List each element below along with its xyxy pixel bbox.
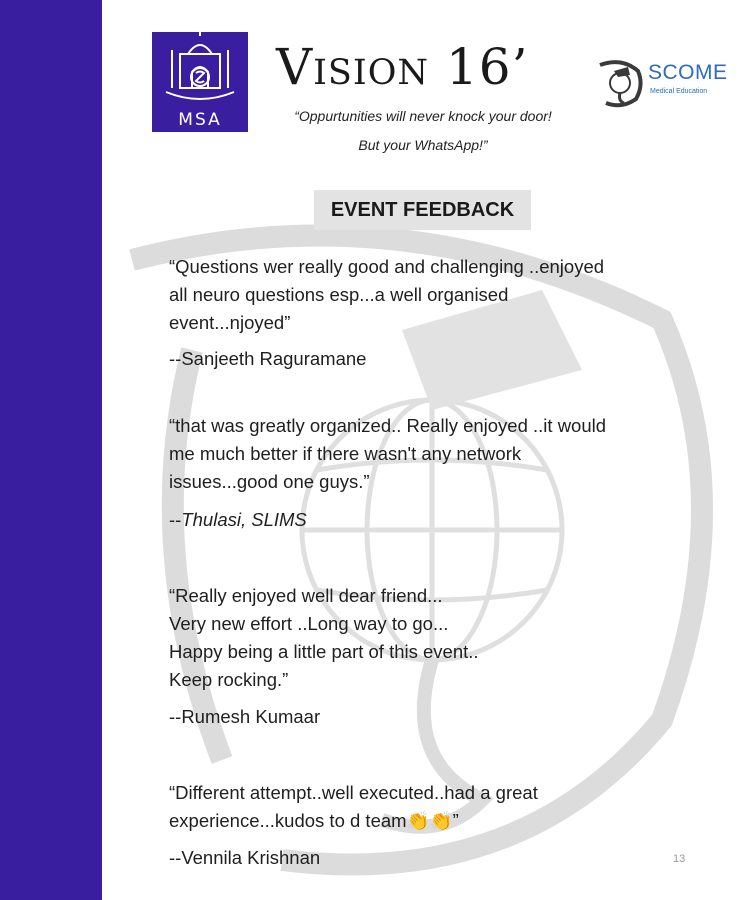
msa-logo-text: MSA	[178, 110, 222, 130]
left-sidebar-band	[0, 0, 102, 900]
quote-line: “that was greatly organized.. Really enjoyed ..it would	[169, 415, 607, 436]
quote-line: Keep rocking.”	[169, 669, 289, 690]
quote-line: event...njoyed”	[169, 312, 291, 333]
msa-logo	[152, 32, 248, 132]
feedback-quote-1	[169, 253, 689, 337]
quote-line: Happy being a little part of this event..	[169, 641, 479, 662]
feedback-quote-3	[169, 582, 689, 694]
quote-line: issues...good one guys.”	[169, 471, 370, 492]
scome-logo	[592, 55, 742, 110]
quote-line: Very new effort ..Long way to go...	[169, 613, 449, 634]
feedback-quote-4	[169, 779, 689, 835]
feedback-author-2	[169, 506, 307, 534]
author-prefix: --	[169, 509, 182, 530]
tagline-line-2: But your WhatsApp!”	[358, 137, 488, 153]
page-title: Vision 16’	[276, 38, 529, 96]
scome-emblem-icon	[592, 55, 646, 109]
section-heading: EVENT FEEDBACK	[314, 190, 531, 230]
scome-logo-text: SCOME	[648, 61, 728, 84]
quote-line: “Questions wer really good and challenging ..enjoyed	[169, 256, 605, 277]
author-name: Thulasi, SLIMS	[181, 509, 307, 530]
scome-logo-subtext: Medical Education	[650, 88, 708, 95]
page-number: 13	[673, 853, 686, 865]
quote-line: me much better if there wasn't any network	[169, 443, 522, 464]
quote-line: all neuro questions esp...a well organised	[169, 284, 509, 305]
quote-line: experience...kudos to d team👏👏”	[169, 810, 459, 831]
feedback-quote-2	[169, 412, 689, 496]
taj-mahal-icon	[152, 32, 248, 108]
quote-line: “Different attempt..well executed..had a great	[169, 782, 538, 803]
feedback-author-1: --Sanjeeth Raguramane	[169, 348, 367, 369]
tagline-line-1: “Oppurtunities will never knock your door!	[294, 108, 552, 124]
feedback-author-3: --Rumesh Kumaar	[169, 706, 321, 727]
quote-line: “Really enjoyed well dear friend...	[169, 585, 443, 606]
feedback-author-4: --Vennila Krishnan	[169, 847, 321, 868]
